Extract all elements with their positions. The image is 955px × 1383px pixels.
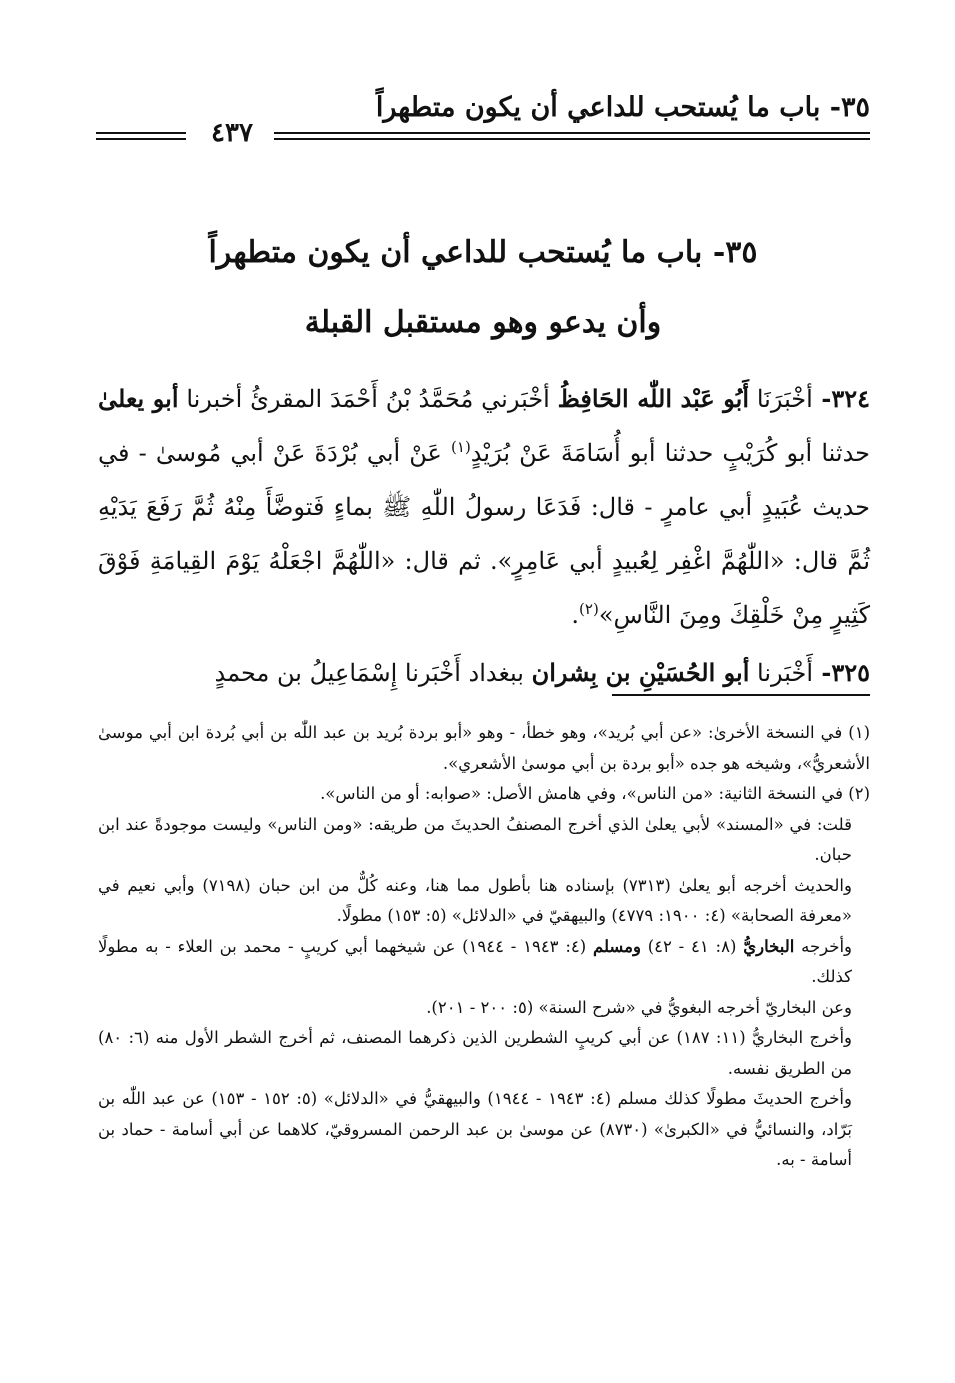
footnote-marker[interactable]: (١): [451, 438, 471, 456]
footnote-note: وعن البخاريّ أخرجه البغويُّ في «شرح السنة» (٥: ٢٠٠ - ٢٠١).: [426, 997, 852, 1017]
hadith-text: أخْبَرَنَا: [749, 385, 813, 413]
narrator-name: أبو يعلىٰ: [98, 384, 179, 413]
footnote-note: والحديث أخرجه أبو يعلىٰ (٧٣١٣) بإسناده هنا بأطول مما هنا، وعنه كُلٌّ من ابن حبان (٧١٩٨) وأبي نعيم في «معرفة الصحابة» (٤: ١٩٠٠: ٤٧٧٩) والبيهقيّ في «الدلائل» (٥: ١٥٣) مطولًا.: [98, 875, 852, 925]
header-double-rule-short: [96, 132, 186, 140]
chapter-title-line-2: وأن يدعو وهو مستقبل القبلة: [304, 305, 662, 340]
page-number: ٤٣٧: [211, 118, 253, 148]
running-header-title: ٣٥- باب ما يُستحب للداعي أن يكون متطهراً: [375, 92, 870, 123]
source-name: ومسلم: [592, 936, 641, 956]
footnote-note: وأخرج البخاريُّ (١١: ١٨٧) عن أبي كريبٍ الشطرين الذين ذكرهما المصنف، ثم أخرج الشطر الأول منه (٦: ٨٠) من الطريق نفسه.: [98, 1028, 852, 1078]
main-text: [98, 372, 870, 700]
footnote-separator: [612, 694, 870, 696]
hadith-text: عَنْ أبي بُرْدَةَ عَنْ أبي مُوسىٰ - في حديث عُبَيدٍ أبي عامرٍ - قال: فَدَعَا رسولُ اللّٰهِ ﷺ بماءٍ فَتوضَّأَ مِنْهُ ثُمَّ رَفَعَ يَدَيْهِ ثُمَّ قال: «اللّٰهُمَّ اغْفِر لِعُبيدٍ أبي عَامِرٍ». ثم قال: «اللّٰهُمَّ اجْعَلْهُ يَوْمَ القِيامَةِ فَوْقَ كَثِيرٍ مِنْ خَلْقِكَ ومِنَ النَّاسِ»: [98, 439, 870, 629]
hadith-number: ٣٢٥-: [813, 658, 870, 687]
footnote-note: وأخرج الحديثَ مطولًا كذلك مسلم (٤: ١٩٤٣ - ١٩٤٤) والبيهقيُّ في «الدلائل» (٥: ١٥٢ - ١٥٣) عن عبد اللّٰه بن بَرّاد، والنسائيُّ في «الكبرىٰ» (٨٧٣٠) عن موسىٰ بن عبد الرحمن المسروقيّ، كلاهما عن أبي أسامة - حماد بن أسامة - به.: [98, 1089, 853, 1169]
narrator-name: أبو الحُسَيْنِ بن بِشران: [531, 658, 750, 687]
hadith-text: أخْبَرني مُحَمَّدُ بْنُ أَحْمَدَ المقرئُ أخبرنا: [178, 385, 558, 413]
hadith-text: ببغداد أَخْبَرنا إِسْمَاعِيلُ بن محمدٍ: [214, 659, 532, 687]
hadith-text: .: [571, 601, 580, 629]
footnote-1: (١) في النسخة الأخرىٰ: «عن أبي بُريد»، وهو خطأ، - وهو «أبو بردة بُريد بن عبد اللّٰه بن أبي بُردة ابن أبي موسىٰ الأشعريُّ»، وشيخه هو جده «أبو بردة بن أبي موسىٰ الأشعري».: [98, 723, 870, 773]
narrator-name: أَبُو عَبْد اللّٰه الحَافِظُ: [557, 384, 750, 413]
footnote-text: وأخرجه: [794, 936, 853, 956]
hadith-325: [98, 646, 870, 700]
footnote-note: قلت: في «المسند» لأبي يعلىٰ الذي أخرج المصنفُ الحديثَ من طريقه: «ومن الناس» وليست موجودةً عند ابن حبان.: [98, 814, 852, 864]
source-name: البخاريُّ: [743, 936, 795, 956]
hadith-text: حدثنا أبو كُرَيْبٍ حدثنا أبو أُسَامَةَ عَنْ بُرَيْدٍ: [470, 439, 870, 467]
footnote-marker[interactable]: (٢): [579, 600, 599, 618]
header-double-rule: [274, 132, 870, 140]
footnote-2: (٢) في النسخة الثانية: «من الناس»، وفي هامش الأصل: «صوابه: أو من الناس».: [320, 784, 870, 803]
hadith-324: [98, 372, 870, 642]
footnote-text: (٤: ١٩٤٣ - ١٩٤٤) عن شيخهما أبي كريبٍ - محمد بن العلاء - به مطولًا كذلك.: [98, 936, 852, 986]
chapter-title-line-1: ٣٥- باب ما يُستحب للداعي أن يكون متطهراً: [208, 235, 758, 270]
footnote-text: (٨: ٤١ - ٤٢): [640, 936, 744, 956]
footnotes: [98, 718, 870, 1176]
footnote-note: [98, 932, 870, 993]
hadith-number: ٣٢٤-: [812, 384, 870, 413]
hadith-text: أَخْبَرنا: [749, 659, 813, 687]
chapter-title: [96, 218, 870, 358]
running-header: [96, 88, 870, 152]
